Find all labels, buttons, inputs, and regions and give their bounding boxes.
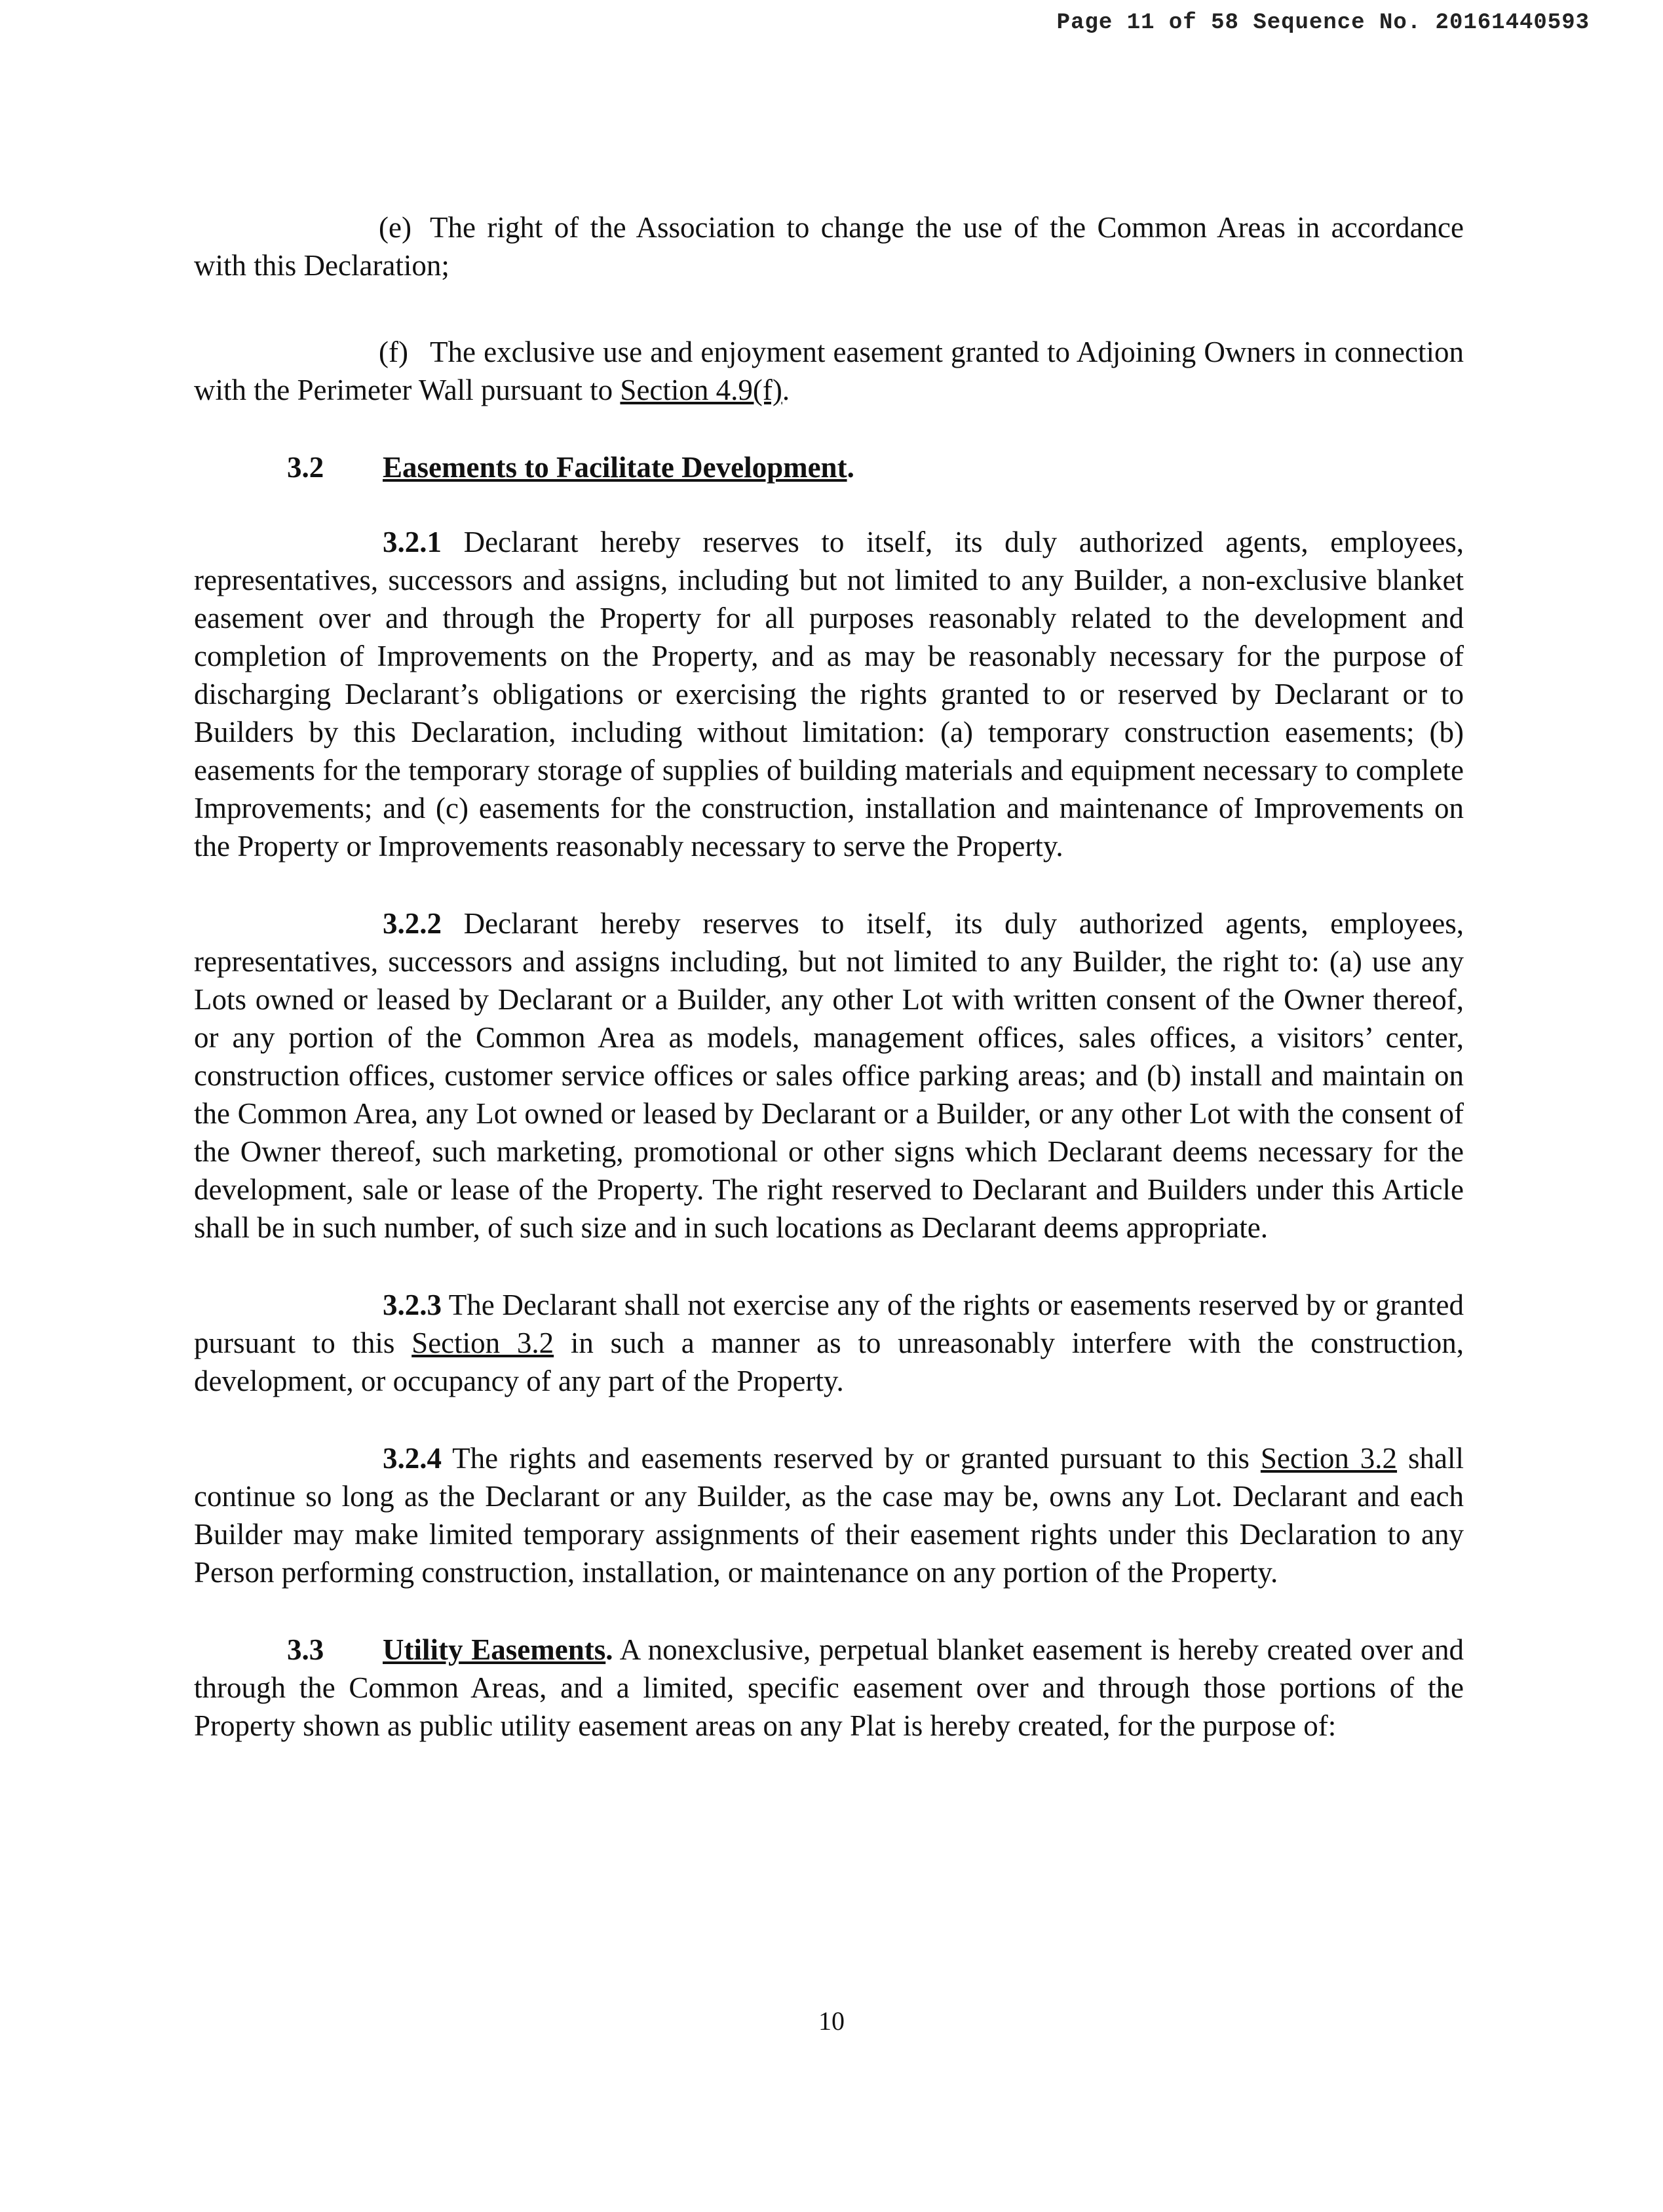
sub-3-2-1-text: Declarant hereby reserves to itself, its duly authorized agents, employees, representatives, successors and assigns, including but not limited to any Builder, a non-exclusive blanket easement over and through the Property for all purposes reasonably related to the development and completion of Improvements on the Property, and as may be reasonably necessary for the purpose of discharging Declarant’s obligations or exercising the rights granted to or reserved by Declarant or to Builders by this Declaration, including without limitation: (a) temporary construction easements; (b) easements for the temporary storage of supplies of building materials and equipment necessary to complete Improvements; and (c) easements for the construction, installation and maintenance of Improvements on the Property or Improvements reasonably necessary to serve the Property. [194,526,1464,863]
item-f-period: . [782,374,790,406]
sub-3-2-4-text-end: shall continue so long as the Declarant or any Builder, as the case may be, owns any Lot. Declarant and each Builder may make limited temporary assignments of their easement rights under this Declaration to any Person performing construction, installation, or maintenance on any portion of the Property. [194,1442,1464,1589]
item-e-text: The right of the Association to change the use of the Common Areas in accordance with this Declaration; [194,211,1464,282]
paragraph-item-e [194,208,1464,284]
item-e-label: (e) [379,211,411,244]
section-3-3-text: A nonexclusive, perpetual blanket easement is hereby created over and through the Common Areas, and a limited, specific easement over and through those portions of the Property shown as public utility easement areas on any Plat is hereby created, for the purpose of: [194,1633,1464,1742]
section-3-3-title: Utility Easements [383,1633,606,1666]
page-sequence-stamp: Page 11 of 58 Sequence No. 20161440593 [1056,10,1590,35]
item-f-label: (f) [379,336,408,368]
item-f-section-ref: Section 4.9(f) [620,374,782,406]
section-3-2-heading [194,448,1464,486]
document-body [194,208,1464,1745]
sub-3-2-4-number: 3.2.4 [383,1442,442,1475]
paragraph-3-2-1 [194,523,1464,865]
paragraph-3-3 [194,1631,1464,1745]
section-3-2-number: 3.2 [287,451,324,484]
paragraph-3-2-4 [194,1439,1464,1591]
sub-3-2-2-number: 3.2.2 [383,907,442,940]
sub-3-2-3-text: The Declarant shall not exercise any of the rights or easements reserved by or granted pursuant to this [194,1289,1464,1359]
section-3-3-title-period: . [605,1633,613,1666]
paragraph-3-2-3 [194,1286,1464,1400]
page-number: 10 [818,2006,845,2036]
sub-3-2-4-text: The rights and easements reserved by or granted pursuant to this [452,1442,1261,1475]
sub-3-2-3-number: 3.2.3 [383,1289,442,1321]
sub-3-2-3-section-ref: Section 3.2 [411,1327,554,1359]
item-f-text: The exclusive use and enjoyment easement granted to Adjoining Owners in connection with the Perimeter Wall pursuant to [194,336,1464,406]
section-3-2-title: Easements to Facilitate Development [383,451,847,484]
paragraph-3-2-2 [194,904,1464,1247]
paragraph-item-f [194,333,1464,409]
sub-3-2-3-text-end: in such a manner as to unreasonably interfere with the construction, development, or occupancy of any part of the Property. [194,1327,1464,1397]
section-3-2-title-period: . [847,451,854,484]
sub-3-2-1-number: 3.2.1 [383,526,442,558]
sub-3-2-4-section-ref: Section 3.2 [1260,1442,1398,1475]
section-3-3-number: 3.3 [287,1633,324,1666]
sub-3-2-2-text: Declarant hereby reserves to itself, its duly authorized agents, employees, representatives, successors and assigns including, but not limited to any Builder, the right to: (a) use any Lots owned or leased by Declarant or a Builder, any other Lot with written consent of the Owner thereof, or any portion of the Common Area as models, management offices, sales offices, a visitors’ center, construction offices, customer service offices or sales office parking areas; and (b) install and maintain on the Common Area, any Lot owned or leased by Declarant or a Builder, or any other Lot with the consent of the Owner thereof, such marketing, promotional or other signs which Declarant deems necessary for the development, sale or lease of the Property. The right reserved to Declarant and Builders under this Article shall be in such number, of such size and in such locations as Declarant deems appropriate. [194,907,1464,1244]
